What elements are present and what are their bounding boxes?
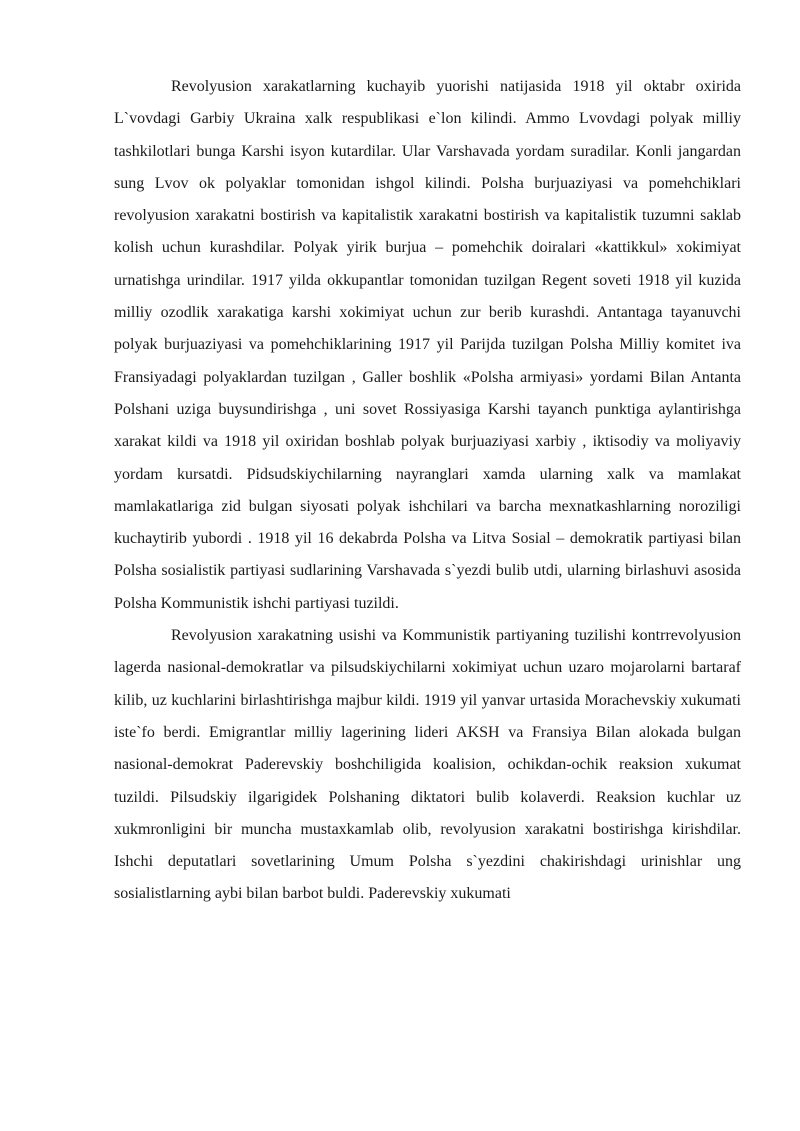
paragraph: Revolyusion xarakatlarning kuchayib yuorishi natijasida 1918 yil oktabr oxirida L`vovdagi Garbiy Ukraina xalk respublikasi e`lon kilindi. Ammo Lvovdagi polyak milliy tashkilotlari bunga Karshi isyon kutardilar. Ular Varshavada yordam suradilar. Konli jangardan sung Lvov ok polyaklar tomonidan ishgol kilindi. Polsha burjuaziyasi va pomehchiklari revolyusion xarakatni bostirish va kapitalistik xarakatni bostirish va kapitalistik tuzumni saklab kolish uchun kurashdilar. Polyak yirik burjua – pomehchik doiralari «kattikkul» xokimiyat urnatishga urindilar. 1917 yilda okkupantlar tomonidan tuzilgan Regent soveti 1918 yil kuzida milliy ozodlik xarakatiga karshi xokimiyat uchun zur berib kurashdi. Antantaga tayanuvchi polyak burjuaziyasi va pomehchiklarining 1917 yil Parijda tuzilgan Polsha Milliy komitet iva Fransiyadagi polyaklardan tuzilgan , Galler boshlik «Polsha armiyasi» yordami Bilan Antanta Polshani uziga buysundirishga , uni sovet Rossiyasiga Karshi tayanch punktiga aylantirishga xarakat kildi va 1918 yil oxiridan boshlab polyak burjuaziyasi xarbiy , iktisodiy va moliyaviy yordam kursatdi. Pidsudskiychilarning nayranglari xamda ularning xalk va mamlakat mamlakatlariga zid bulgan siyosati polyak ishchilari va barcha mexnatkashlarning noroziligi kuchaytirib yubordi . 1918 yil 16 dekabrda Polsha va Litva Sosial – demokratik partiyasi bilan Polsha sosialistik partiyasi sudlarining Varshavada s`yezdi bulib utdi, ularning birlashuvi asosida Polsha Kommunistik ishchi partiyasi tuzildi.: [114, 78, 741, 612]
document-page: [114, 71, 741, 911]
paragraph: Revolyusion xarakatning usishi va Kommunistik partiyaning tuzilishi kontrrevolyusion lagerda nasional-demokratlar va pilsudskiychilarni xokimiyat uchun uzaro mojarolarni bartaraf kilib, uz kuchlarini birlashtirishga majbur kildi. 1919 yil yanvar urtasida Morachevskiy xukumati iste`fo berdi. Emigrantlar milliy lagerining lideri AKSH va Fransiya Bilan alokada bulgan nasional-demokrat Paderevskiy boshchiligida koalision, ochikdan-ochik reaksion xukumat tuzildi. Pilsudskiy ilgarigidek Polshaning diktatori bulib kolaverdi. Reaksion kuchlar uz xukmronligini bir muncha mustaxkamlab olib, revolyusion xarakatni bostirishga kirishdilar. Ishchi deputatlari sovetlarining Umum Polsha s`yezdini chakirishdagi urinishlar ung sosialistlarning aybi bilan barbot buldi. Paderevskiy xukumati: [114, 627, 741, 903]
